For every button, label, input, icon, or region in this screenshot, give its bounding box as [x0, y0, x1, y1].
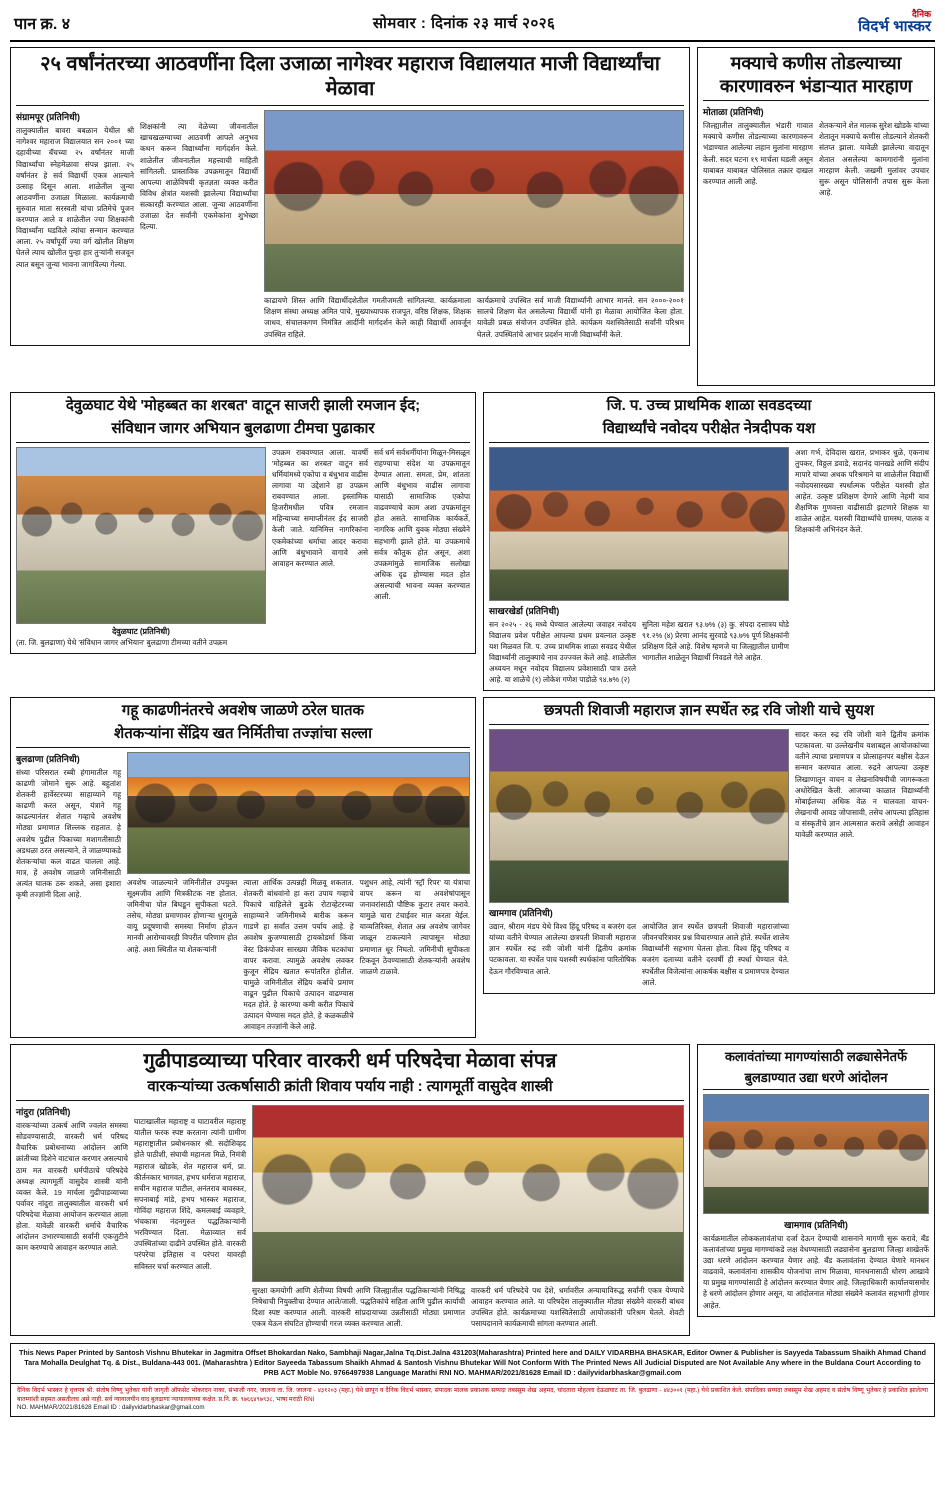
navodaya-dateline: साखरखेर्डा (प्रतिनिधी)	[489, 605, 560, 616]
shivaji-col-2: आयोजित ज्ञान स्पर्धेत छत्रपती शिवाजी महाराजांच्या जीवनचरित्रावर प्रश्न विचारण्यात आले होते. स्पर्धेत शालेय विद्यार्थ्यांनी सहभाग घेतला होता. विश्व हिंदू परिषद व बजरंग दलाच्या वतीने दरवर्षी ही स्पर्धा घेण्यात येते. स्पर्धेतील विजेत्यांना आकर्षक बक्षीस व प्रमाणपत्र देण्यात आले.	[642, 922, 789, 987]
row-bottom	[10, 1038, 935, 1335]
eid-col-1: उपक्रम राबवण्यात आला. यावर्षी 'मोहब्बत का शरबत' वाटून सर्व धर्मियांमध्ये एकोपा व बंधुभाव वाढीस लागावा या उद्देशाने हा उपक्रम राबवण्यात आला. इस्लामिक हिजरीमधील पवित्र रमजान महिन्याच्या समाप्तीनंतर ईद साजरी केली जाते. यानिमित्त नागरिकांना एकमेकांच्या धर्माचा आदर करावा आणि बंधुभावाने वागावे असे आवाहन करण्यात आले.	[272, 447, 368, 568]
row-lower	[10, 691, 935, 1038]
artists-dateline: खामगाव (प्रतिनिधी)	[784, 1219, 848, 1230]
navodaya-article	[483, 386, 935, 691]
wheat-col-1: संध्या परिसरात रब्बी हंगामातील गहू काढणी जोमाने सुरू आहे. बहुतांश शेतकरी हार्वेस्टरच्या साहाय्याने गहू काढणी करत असून, यंत्राने गहू काढल्यानंतर शेतात गव्हाचे अवशेष मोठ्या प्रमाणात शिल्लक राहतात. हे अवशेष पुढील पिकाच्या मशागतीसाठी अडथळा ठरत असल्याने, ते जाळण्याकडे शेतकऱ्यांचा कल वाढत चालला आहे. मात्र, हे अवशेष जाळणे जमिनीसाठी अत्यंत घातक ठरू शकते, असा इशारा कृषी तज्ज्ञांनी दिला आहे.	[16, 767, 121, 900]
lead-dateline: संग्रामपूर (प्रतिनिधी)	[16, 112, 80, 123]
navodaya-headline-line2: विद्यार्थ्यांचे नवोदय परीक्षेत नेत्रदीपक यश	[489, 420, 929, 443]
top-right-col-2: शेतकऱ्याने शेत मालक सुरेश खोडके यांच्या शेतातून मक्याचे कणीस तोडल्याने शेतकरी संतप्त झाला. यावेळी झालेल्या वादातून शेतात असलेल्या कामगारांनी मुलांना मारहाण केली. जखमी मुलांवर उपचार सुरू असून पोलिसांनी तपास सुरू केला आहे.	[819, 121, 929, 197]
top-right-dateline: मोताळा (प्रतिनिधी)	[703, 107, 764, 118]
photo-figures	[265, 111, 683, 219]
lead-col-4: कार्यक्रमाचे उपस्थित सर्व माजी विद्यार्थ्यांनी आभार मानले. सन २०००-२००१ सालचे शिक्षण घेत असलेल्या विद्यार्थी यांनी हा मेळावा आयोजित केला होता. यावेळी प्रबळ संयोजन उपस्थित होते. कार्यक्रम यशस्वितेसाठी सर्वांनी परिश्रम घेतले. उपस्थितांचे आभार प्रदर्शन माजी विद्यार्थ्यांनी केले.	[477, 296, 684, 339]
eid-headline-line2: संविधान जागर अभियान बुलढाणा टीमचा पुढाकार	[16, 420, 470, 443]
photo-figures	[490, 448, 788, 539]
wheat-headline-line2: शेतकऱ्यांना सेंद्रिय खत निर्मितीचा तज्ज्ञांचा सल्ला	[16, 725, 470, 748]
eid-headline-line1: देवुळघाट येथे 'मोहब्बत का शरबत' वाटून साजरी झाली रमजान ईद;	[65, 397, 421, 415]
eid-sharbat-photo	[16, 447, 266, 624]
wheat-col-2: अवशेष जाळल्याने जमिनीतील उपयुक्त सूक्ष्मजीव आणि मित्रकीटक नष्ट होतात. जमिनीचा पोत बिघडून सुपीकता घटते. तसेच, मोठ्या प्रमाणावर होणाऱ्या धुरामुळे वायू प्रदूषणाची समस्या निर्माण होऊन मानवी आरोग्यावरही विपरीत परिणाम होत आहे. अशा स्थितीत या शेतकऱ्यांनी	[127, 877, 238, 954]
navodaya-col-3: अशा गर्भ, देविदास खरात, प्रभाकर धुळे, एकनाथ तुपकर, विठ्ठल डवाडे, सदानंद वानखडे आणि संदीप मापारे यांच्या अथक परिश्रमाने या शाळेतील विद्यार्थी नवोदयसारख्या स्पर्धात्मक परीक्षेत यशस्वी होत आहेत. उत्कृष्ट प्रशिक्षण देणारे आणि नेहमी याव शैक्षणिक गुणवत्ता वाढीसाठी झटणारे शिक्षक या शाळेत आहेत. यशस्वी विद्यार्थ्यांचे ग्रामस्थ, पालक व शिक्षकांनी अभिनंदन केले.	[795, 447, 929, 535]
lead-col-3: काढायणे शिस्त आणि विद्यार्थीदशेतील गमतीजमती सांगितल्या. कार्यक्रमाला शिक्षण संस्था अध्यक्ष अमित पाचे, मुख्याध्यापक राजपूत, वरिष्ठ शिक्षक, शिक्षक जाधव, संचालकगण निमंत्रित आदींनी मार्गदर्शन केले काही विद्यार्थी आवर्जून उपस्थित राहिले.	[264, 296, 471, 339]
warkari-col-3: सुरक्षा कमयोगी आणि शेतीच्या विषयी आणि जिल्ह्यातील पद्धतिकाऱ्यांनी निषिद्ध निषेधाची नियुक्तीचा देण्यात आले/जाली. पद्धतिकांचे सहिता आणि पुढील कार्याची दिशा स्पष्ट करण्यात आली. वारकरी सांप्रदायाच्या उन्नतीसाठी मोठ्या प्रमाणात एकत्र येऊन संघटित होण्याची गरज व्यक्त करण्यात आली.	[252, 1286, 465, 1329]
shivaji-headline: छत्रपती शिवाजी महाराज ज्ञान स्पर्धेत रुद्र रवि जोशी याचे सुयश	[489, 702, 929, 725]
warkari-dateline: नांदुरा (प्रतिनिधी)	[16, 1107, 71, 1118]
lead-headline: २५ वर्षांनंतरच्या आठवणींना दिला उजाळा नागेश्वर महाराज विद्यालयात माजी विद्यार्थ्यांचा मेळावा	[16, 52, 684, 106]
photo-figures	[17, 448, 265, 553]
imprint-rni-line: NO. MAHMAR/2021/81628 Email ID : dailyvidarbhaskar@gmail.com	[17, 1404, 205, 1412]
warkari-headline-line1: गुढीपाडव्याच्या परिवार वारकरी धर्म परिषदेचा मेळावा संपन्न	[143, 1050, 557, 1073]
lead-col-1: तालुक्यातील बावरा बबळान येथील श्री नागेश्वर महाराज विद्यालयात सन २००१ च्या दहावीच्या बॅचच्या २५ वर्षांनंतर माजी विद्यार्थ्यांचा स्नेहमेळावा संपन्न झाला. २५ वर्षांनंतर हे सर्व विद्यार्थी एकत्र आल्याने उत्साह दिसून आला. शाळेतील जुन्या आठवणींना उजाळा मिळाला. कार्यक्रमाची सुरुवात माता सरस्वती यांचा प्रतिमेचे पूजन करण्यात आले व शाळेतील ज्या शिक्षकांनी विद्यार्थ्यांना घडविले त्यांचा सन्मान करण्यात आला. २५ वर्षांपूर्वी ज्या वर्ग खोलीत शिक्षण घेतले त्याच खोलीत पुन्हा हार तुऱ्यांनी सजवून त्यात बसून जुन्या भावना जागविल्या गेल्या.	[16, 126, 134, 269]
photo-figures	[490, 730, 788, 833]
page-number-label: पान क्र. ४	[14, 15, 71, 33]
top-right-headline: मक्याचे कणीस तोडल्याच्या कारणावरुन भंडाऱ्यात मारहाण	[703, 52, 929, 101]
eid-photo-caption: देवुळघाट (प्रतिनिधी)	[112, 626, 170, 636]
shivaji-quiz-article	[483, 691, 935, 1038]
masthead	[10, 8, 935, 42]
navodaya-col-2: सुनिता महेश खरात ९३.७% (३) कु. संपदा दत्तात्रय घोडे ९१.२% (४) प्रेरणा आनंद सुरवाडे ९३.७% पूर्ण शिक्षकांनी प्रशिक्षण दिले आहे. विशेष म्हणजे या जिल्ह्यातील ग्रामीण भागातील शाळेतून विद्यार्थी निवडले गेले आहेत.	[642, 619, 789, 663]
shivaji-col-3: सादर करत रुद्र रवि जोशी याने द्वितीय क्रमांक पटकावला. या उल्लेखनीय यशाबद्दल आयोजकांच्या वतीने त्याचा प्रमाणपत्र व प्रोत्साहनपर बक्षीस देऊन सन्मान करण्यात आला. रुद्रने आपल्या उत्कृष्ट लिखाणातून वाचन व लेखनाविषयीची जागरूकता अधोरेखित केली. आजच्या काळात विद्यार्थ्यांनी मोबाईलच्या अधिक वेळ न घालवता वाचन-लेखनाची आवड जोपासावी, तसेच आपल्या इतिहास व संस्कृतीचे ज्ञान आत्मसात करावे असेही आवाहन यावेळी करण्यात आले.	[795, 730, 929, 840]
warkari-article	[10, 1038, 690, 1335]
alumni-group-photo	[264, 110, 684, 292]
eid-col-2: सर्व धर्म सर्वधर्मीयांना मिळून-मिसळून राहण्याचा संदेश या उपक्रमातून देण्यात आला. समता, प्रेम, शांतता आणि बंधुभाव वाढीस लागावा यासाठी सामाजिक एकोपा वाढवण्याचे काम अशा उपक्रमांतून होत असते. सामाजिक कार्यकर्ते, नागरिक आणि युवक मोठ्या संख्येने सहभागी झाले होते. या उपक्रमाचे सर्वत्र कौतुक होत असून, अशा उपक्रमांमुळे सामाजिक सलोखा अधिक दृढ होण्यास मदत होत असल्याची भावना व्यक्त करण्यात आली.	[374, 447, 470, 602]
artists-headline-line1: कलावंतांच्या मागण्यांसाठी लढ्यासेनेतर्फे	[724, 1049, 908, 1065]
brand-small: दैनिक	[911, 9, 931, 19]
warkari-col-2: घाटाखालील महाराष्ट्र व घाटावरील महाराष्ट्र यातील फरक स्पष्ट करताना त्यांनी ग्रामीण महाराष्ट्रातील प्रबोधनकार श्री. सदोशिव्हद होते पाठीशी, संघाची महानता मिळे, निमंत्री महाराज खोडके, शेत महाराज धर्म, प्रा. कीर्तनकार भागवत, हभप धर्मराज महाराज, सचीन महाराज पाटील, अनंतराव बावस्कर, सपनाबाई मांडे, हभप भास्कर महाराज, गोविंदा महाराज शिंदे, कमलबाई व्यवहारे, भंचकात्रा नंदनगुरुत पद्धतिकाऱ्यांनी भरविण्यात दिला. मेळाव्यात सर्व उपस्थितांच्या दाढीने उपस्थित होते. वारकरी परंपरेचा इतिहास व परंपरा यावरही सविस्तर चर्चा करण्यात आली.	[134, 1117, 246, 1271]
wheat-residue-article	[10, 691, 476, 1038]
shivaji-dateline: खामगाव (प्रतिनिधी)	[489, 908, 553, 919]
photo-figures	[704, 1095, 928, 1166]
shivaji-col-1: उद्यान, श्रीराम मंडप येथे विश्व हिंदू परिषद व बजरंग दल यांच्या वतीने घेण्यात आलेल्या छत्रपती शिवाजी महाराज ज्ञान स्पर्धेत रुद्र रवी जोशी यांनी द्वितीय क्रमांक पटकावला. या स्पर्धेत पाच यशस्वी स्पर्धकांना पारितोषिक देऊन गौरविण्यात आले.	[489, 922, 636, 976]
warkari-headline-line2: वारकऱ्यांच्या उत्कर्षासाठी क्रांती शिवाय पर्याय नाही : त्यागमूर्ती वासुदेव शास्त्री	[16, 1078, 684, 1101]
imprint-english: This News Paper Printed by Santosh Vishnu Bhutekar in Jagmitra Offset Bhokardan Nako, Sambhaji Nagar,Jalna Tq.Dist.Jalna 431203(Maharashtra) Printed here and DAILY VIDARBHA BHASKAR, Editor Owner & Publisher is Sayyeda Tabassum Shaikh Ahmad Chand Tara Mohalla Deulghat Tq. & Dist., Buldana-443 001. (Maharashtra ) Editor Sayeeda Tabassum Shaikh Ahmad & Santosh Vishnu Bhutekar Will Not Conform With The Printed News All Judicial Disputed are Not Available Any where in the Buldana Court According to PRB ACT Moble No. 9766497938 Language Marathi RNI NO. MAHMAR/2021/81628 Email ID : dailyvidarbhaskar@gmail.com	[10, 1343, 935, 1384]
quiz-stage-photo	[489, 729, 789, 903]
warkari-col-4: वारकरी धर्म परिषदेचे पथ देशे, धर्मावरील अन्यायाविरुद्ध सर्वांनी एकत्र येण्याचे आवाहन करण्यात आले. या परिषदेस तालुक्यातील मोठ्या संख्येने वारकरी बांधव उपस्थित होते. कार्यक्रमाच्या यशस्वितेसाठी आयोजकांनी परिश्रम घेतले. शेवटी पसायदानाने कार्यक्रमाची सांगता करण्यात आली.	[471, 1286, 684, 1329]
navodaya-headline-line1: जि. प. उच्च प्राथमिक शाळा सवडदच्या	[606, 397, 812, 415]
date-line: सोमवार : दिनांक २३ मार्च २०२६	[372, 14, 556, 32]
row-middle	[10, 386, 935, 691]
lead-col-2: शिक्षकांनी त्या वेळेच्या जीवनातील खाचखळग्याच्या आठवणी आपले अनुभव कथन करून विद्यार्थ्यांना मार्गदर्शन केले. शाळेतील जीवनातील महत्त्वाची माहिती सांगितली. प्रास्ताविक उपक्रमातून विद्यार्थी आपल्या शाळेविषयी कृतज्ञता व्यक्त करीत विविध क्षेत्रांत यशस्वी झालेल्या विद्यार्थ्यांचा सत्कारही करण्यात आला. जुन्या आठवणींना उजाळा देत सर्वांनी एकमेकांना शुभेच्छा दिल्या.	[140, 122, 258, 232]
navodaya-felicitation-photo	[489, 447, 789, 601]
photo-figures	[128, 753, 469, 825]
newspaper-brand	[858, 10, 931, 35]
warkari-meet-photo	[252, 1105, 684, 1282]
eid-photo-subcaption: (ता. जि. बुलढाणा) येथे 'संविधान जागर अभियान' बुलढाणा टीमच्या वतीने उपक्रम	[16, 637, 228, 647]
warkari-col-1: वारकऱ्यांच्या उत्कर्ष आणि ज्वलंत समस्या सोडवण्यासाठी, वारकरी धर्म परिषद वैचारिक प्रबोधनाच्या आंदोलन आणि क्रांतीच्या दिशेने वाटचाल करणार असल्याचे ठाम मत वारकरी धर्मपीठाचे परिषदेचे अध्यक्ष त्यागमूर्ती वासुदेव शास्त्री यांनी व्यक्त केले. 19 मार्चला गुढीपाडव्याच्या पर्वावर नांदुरा तालुक्यातील वारकरी धर्म परिषदेचा मेळावा आयोजन करण्यात आला होता. यावेळी वारकरी धर्माचे वैचारिक आंदोलन उभारण्यासाठी सर्वांनी एकजुटीने काम करण्याचे आवाहन करण्यात आले.	[16, 1121, 128, 1253]
field-fire-photo	[127, 752, 470, 874]
imprint-marathi	[10, 1384, 935, 1417]
navodaya-col-1: सन २०२५ - २६ मध्ये घेण्यात आलेल्या जवाहर नवोदय विद्यालय प्रवेश परीक्षेत आपल्या प्रथम प्रयत्नात उत्कृष्ट यश मिळवत जि. प. उच्च प्राथमिक शाळा सवडद येथील विद्यार्थ्यांनी तालुक्याचे नाव उज्ज्वल केले आहे. शाळेतील अध्ययन मधून नवोदय विद्यालय प्रवेशासाठी पात्र ठरले आहे. या शाळेचे (१) लोकेश गणेश पाडोळे ९४.७% (२)	[489, 619, 636, 685]
lead-article	[10, 42, 690, 386]
eid-article	[10, 386, 476, 691]
artists-col-1: कार्यक्रमातील लोककलावंतांचा दर्जा देऊन देण्याची शासनाने मागणी सुरू करावे, बँड कलावंतांच्या प्रमुख मागण्यांकडे लक्ष वेधण्यासाठी लढ्यासेना बुलडाणा जिल्हा शाखेतर्फे उद्या धरणे आंदोलन करण्यात येणार आहे. बँड कलावंतांना देण्यात येणारे मानधन वाढवावे, कलावंतांना शासकीय योजनांचा लाभ मिळावा, मानधनासाठी धोरण आखावे या प्रमुख मागण्यांसाठी हे आंदोलन करण्यात येणार आहे. जिल्हाधिकारी कार्यालयासमोर हे धरणे आंदोलन होणार असून, या आंदोलनात मोठ्या संख्येने कलावंत सहभागी होणार आहेत.	[703, 1233, 929, 1310]
artists-protest-article	[697, 1038, 935, 1335]
brand-main: विदर्भ भास्कर	[858, 18, 931, 36]
wheat-col-3: त्याला आर्थिक उत्पन्नही मिळवू शकतात. शेतकरी बांधवांनो हा करा उपाय गव्हाचे पिकाचे वाहिलेले बुडके रोटाव्हेटरच्या साहाय्याने जमिनीमध्ये बारीक करून गाडणे हा सर्वांत उत्तम पर्याय आहे. हे अवशेष कुजण्यासाठी ट्रायकोडर्मा किंवा वेस्ट डिकंपोजर सारख्या जैविक घटकांचा वापर करावा. त्यामुळे अवशेष लवकर कुजून सेंद्रिय खतात रूपांतरित होतील. यामुळे जमिनीतील सेंद्रिय कर्बाचे प्रमाण वाढून पुढील पिकाचे उत्पादन वाढण्यास मदत होते. हे कारण्या कमी करीत पिकाचे उत्पादन घेण्यास मदत होते, हे कळकळीचे आवाहन तज्ज्ञांनी केले आहे.	[243, 877, 354, 1032]
top-right-col-1: जिल्ह्यातील तालुक्यातील भंडारी गावात मक्याचे कणीस तोडल्याच्या कारणावरून भंडाण्यात आलेल्या लहान मुलांना मारहाण केली. सदर घटना १९ मार्चला घडली असून याबाबत याबाबत पोलिसात तक्रार दाखल करण्यात आली आहे.	[703, 121, 813, 186]
photo-figures	[253, 1106, 683, 1211]
artists-headline-line2: बुलडाण्यात उद्या धरणे आंदोलन	[703, 1070, 929, 1090]
artists-photo	[703, 1094, 929, 1214]
wheat-col-4: पशुधन आहे, त्यांनी 'स्ट्रॉ रिपर' या यंत्राचा वापर करून या अवशेषांपासून जनावरांसाठी पौष्टिक कुटार तयार करावे. यामुळे चारा टंचाईवर मात करता येईल. याव्यतिरिक्त, शेतात अन्न अवशेष जागेवर जाळून टाकल्याने त्यापासून मोठ्या प्रमाणात धूर निघतो. जमिनीची सुपीकता टिकवून ठेवण्यासाठी शेतकऱ्यांनी अवशेष जाळणे टाळावे.	[359, 877, 470, 976]
row-top	[10, 42, 935, 386]
imprint-marathi-text: दैनिक विदर्भ भास्कर हे वृत्तपत्र श्री. संतोष विष्णू भुतेकर यांनी जागृती ऑफसेट भोकरदन नाका, संभाजी नगर, जालना ता. जि. जालना - ४३१२०३ (महा.) येथे छापून व दैनिक विदर्भ भास्कर, संपादक मालक प्रकाशक सय्यदा तबस्सुम शेख अहमद, चांदतारा मोहल्ला देऊळघाट ता. जि. बुलढाणा - ४४३००१ (महा.) येथे प्रकाशित केले. संपादिका सय्यदा तबस्सुम शेख अहमद व संतोष विष्णू भुतेकर हे प्रकाशित झालेल्या बातम्यांशी सहमत असतीलच असे नाही. सर्व न्यायालयीन वाद बुलढाणा न्यायालयाच्या कक्षेत. प्र.नि. क्र. ९७६६४९७९३८, भाषा मराठी RNI	[17, 1386, 928, 1403]
wheat-headline-line1: गहू काढणीनंतरचे अवशेष जाळणे ठरेल घातक	[121, 702, 365, 720]
wheat-dateline: बुलढाणा (प्रतिनिधी)	[16, 753, 80, 764]
top-right-article	[697, 42, 935, 386]
